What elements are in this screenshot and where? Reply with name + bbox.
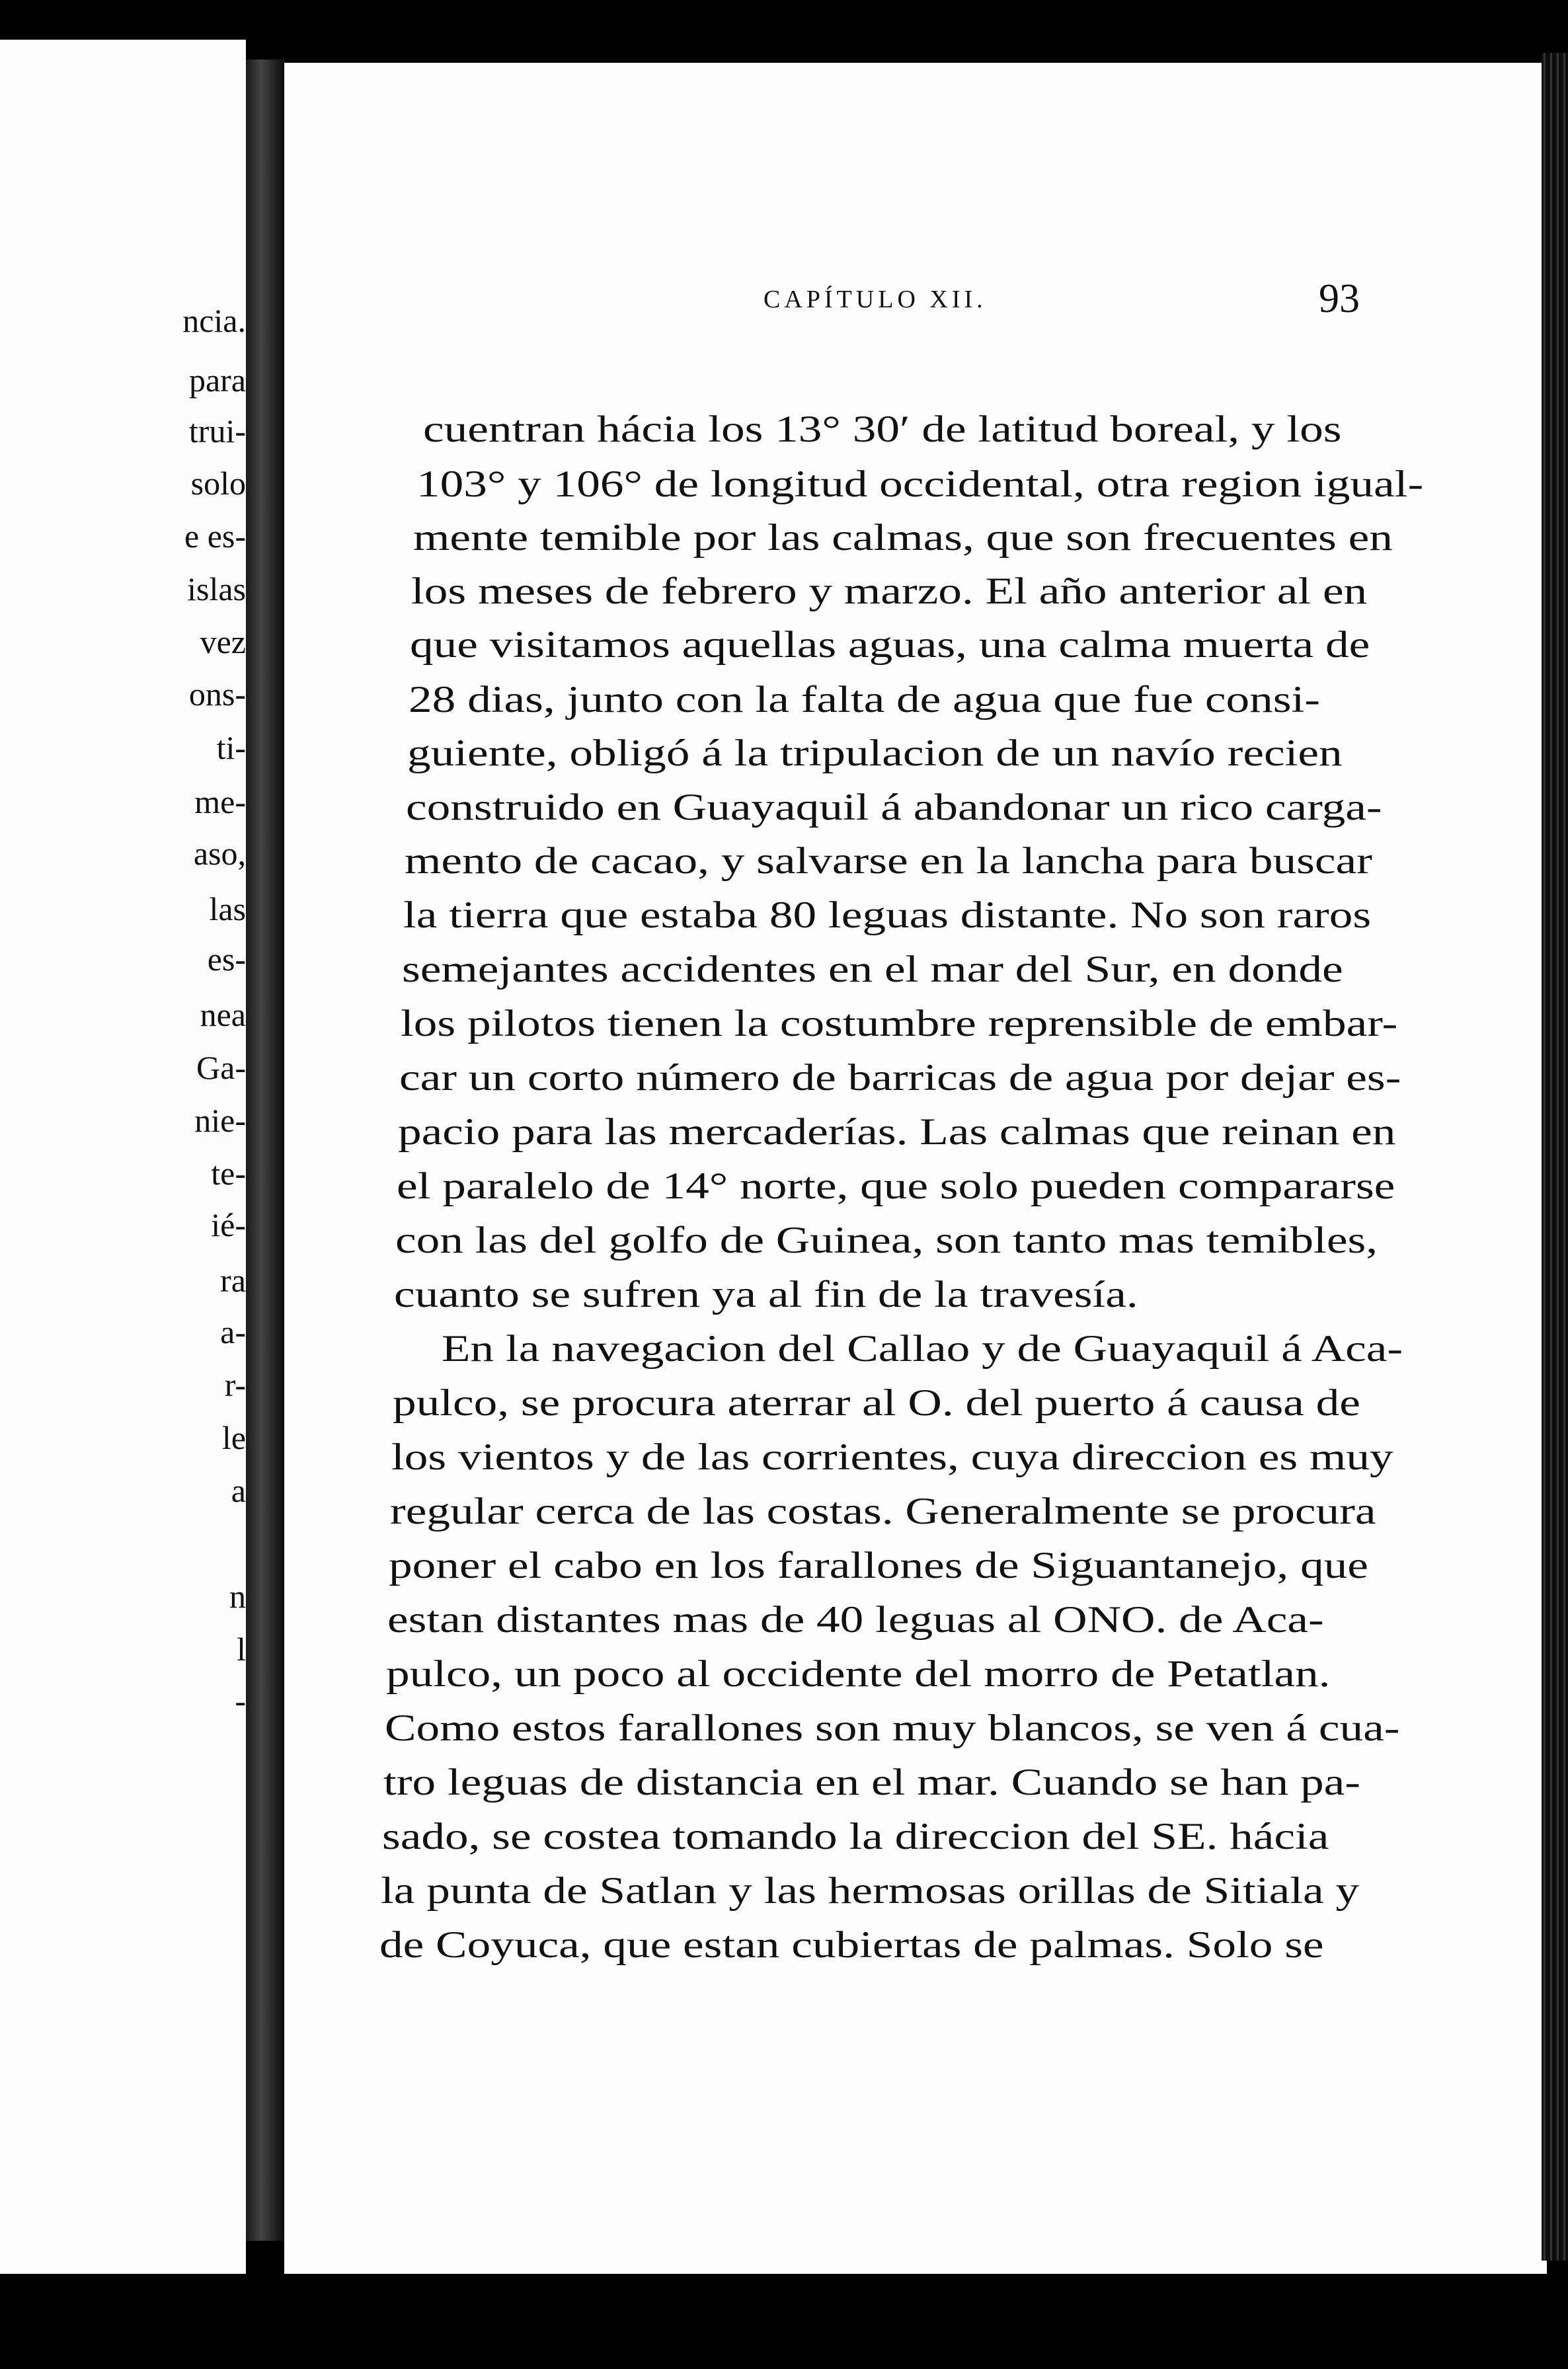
left-page-fragment: es-: [207, 941, 246, 978]
text-line: car un corto número de barricas de agua por dejar es-: [399, 1057, 1401, 1099]
text-line: mente temible por las calmas, que son frecuentes en: [413, 517, 1393, 559]
left-page-fragment: nie-: [194, 1102, 246, 1139]
running-head: CAPÍTULO XII.: [764, 286, 987, 313]
text-line: pacio para las mercaderías. Las calmas que reinan en: [398, 1111, 1396, 1153]
left-page-fragment: a-: [220, 1313, 246, 1350]
left-page-fragment: solo: [190, 465, 246, 502]
left-page-fragment: ons-: [188, 676, 246, 713]
text-line: Como estos farallones son muy blancos, se ven á cua-: [385, 1707, 1400, 1749]
left-page-fragment: te-: [211, 1155, 246, 1192]
right-page: [284, 63, 1547, 2274]
left-page-fragment: las: [209, 890, 246, 927]
text-line: de Coyuca, que estan cubiertas de palmas. Solo se: [379, 1924, 1324, 1966]
left-facing-page: [0, 40, 246, 2274]
text-line: construido en Guayaquil á abandonar un rico carga-: [406, 787, 1382, 828]
text-line: que visitamos aquellas aguas, una calma muerta de: [410, 624, 1370, 666]
text-line: la punta de Satlan y las hermosas orillas de Sitiala y: [381, 1870, 1360, 1912]
text-line: 28 dias, junto con la falta de agua que fue consi-: [409, 679, 1321, 720]
left-page-fragment: me-: [194, 783, 246, 820]
left-page-fragment: para: [188, 362, 246, 399]
text-line: el paralelo de 14° norte, que solo pueden compararse: [397, 1165, 1395, 1207]
left-page-fragment: trui-: [188, 412, 246, 449]
text-line: poner el cabo en los farallones de Siguantanejo, que: [389, 1545, 1368, 1586]
text-line: con las del golfo de Guinea, son tanto mas temibles,: [395, 1220, 1378, 1261]
text-line: sado, se costea tomando la direccion del SE. hácia: [382, 1816, 1329, 1857]
left-page-fragment: r-: [224, 1366, 246, 1403]
text-line: los vientos y de las corrientes, cuya direccion es muy: [391, 1436, 1393, 1478]
left-page-fragment: islas: [187, 570, 246, 607]
page-edge: [1542, 53, 1568, 2261]
left-page-fragment: n: [229, 1578, 246, 1615]
text-line: mento de cacao, y salvarse en la lancha para buscar: [405, 840, 1372, 882]
left-page-fragment: ncia.: [182, 302, 246, 339]
text-line: tro leguas de distancia en el mar. Cuando se han pa-: [383, 1762, 1360, 1803]
left-page-fragment: Ga-: [196, 1049, 246, 1086]
left-page-fragment: aso,: [193, 835, 246, 872]
left-page-fragment: -: [235, 1682, 246, 1719]
left-page-fragment: ié-: [211, 1206, 246, 1243]
text-line: regular cerca de las costas. Generalmente se procura: [390, 1491, 1376, 1532]
book-gutter: [246, 59, 284, 2241]
left-page-fragment: nea: [200, 996, 246, 1033]
body-text: [284, 63, 1547, 2274]
text-line: pulco, un poco al occidente del morro de Petatlan.: [386, 1653, 1331, 1695]
left-page-fragment: e es-: [184, 518, 246, 555]
text-line: pulco, se procura aterrar al O. del puerto á causa de: [393, 1382, 1360, 1424]
left-page-fragment: vez: [200, 623, 246, 660]
text-line: la tierra que estaba 80 leguas distante. No son raros: [403, 894, 1372, 936]
text-line: semejantes accidentes en el mar del Sur, en donde: [402, 949, 1343, 990]
text-line: En la navegacion del Callao y de Guayaquil á Aca-: [442, 1328, 1403, 1370]
text-line: cuanto se sufren ya al fin de la travesía.: [394, 1274, 1138, 1315]
text-line: guiente, obligó á la tripulacion de un navío recien: [407, 732, 1343, 774]
text-line: cuentran hácia los 13° 30′ de latitud boreal, y los: [423, 408, 1342, 450]
left-page-fragment: ti-: [216, 729, 246, 766]
text-line: los meses de febrero y marzo. El año anterior al en: [411, 570, 1368, 612]
left-page-fragment: a: [231, 1472, 246, 1509]
text-line: estan distantes mas de 40 leguas al ONO. de Aca-: [387, 1599, 1324, 1641]
left-page-fragment: le: [221, 1419, 246, 1456]
left-page-fragment: ra: [220, 1262, 246, 1299]
text-line: 103° y 106° de longitud occidental, otra region igual-: [416, 463, 1424, 505]
left-page-fragment: l: [237, 1631, 246, 1668]
text-line: los pilotos tienen la costumbre reprensible de embar-: [401, 1003, 1398, 1044]
page-number: 93: [1319, 276, 1360, 321]
